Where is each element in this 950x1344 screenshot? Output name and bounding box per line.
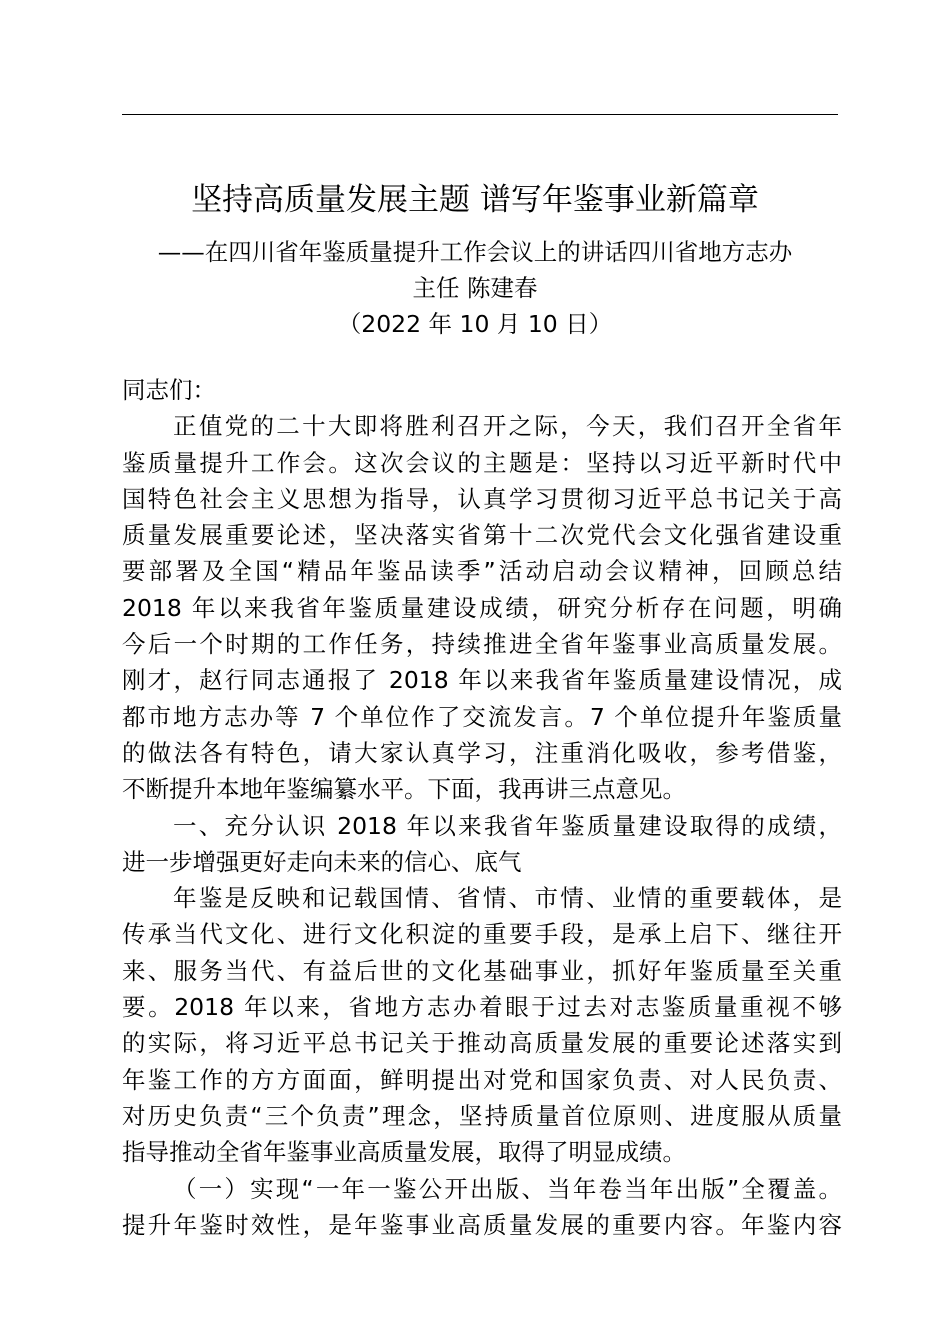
text-line: 今后一个时期的工作任务，持续推进全省年鉴事业高质量发展。 — [122, 630, 842, 659]
subtitle-line: 主任 陈建春 — [412, 274, 538, 302]
document-body — [122, 372, 842, 1243]
text-line: 都市地方志办等 7 个单位作了交流发言。7 个单位提升年鉴质量 — [122, 702, 842, 731]
text-line: 对历史负责“三个负责”理念，坚持质量首位原则、进度服从质量 — [122, 1101, 842, 1130]
text-line: 来、服务当代、有益后世的文化基础事业，抓好年鉴质量至关重 — [122, 956, 842, 985]
text-line: 刚才，赵行同志通报了 2018 年以来我省年鉴质量建设情况，成 — [122, 666, 842, 695]
subsection-heading: （一）实现“一年一鉴公开出版、当年卷当年出版”全覆盖。 — [173, 1174, 842, 1203]
header-rule — [122, 114, 838, 115]
text-line: 指导推动全省年鉴事业高质量发展，取得了明显成绩。 — [122, 1138, 686, 1167]
document-subtitle — [0, 234, 950, 342]
text-line: 要部署及全国“精品年鉴品读季”活动启动会议精神，回顾总结 — [122, 557, 842, 586]
text-line: 提升年鉴时效性，是年鉴事业高质量发展的重要内容。年鉴内容 — [122, 1210, 842, 1239]
text-line: 的做法各有特色，请大家认真学习，注重消化吸收，参考借鉴， — [122, 738, 842, 767]
text-line: 质量发展重要论述，坚决落实省第十二次党代会文化强省建设重 — [122, 521, 842, 550]
section-heading: 进一步增强更好走向未来的信心、底气 — [122, 847, 522, 876]
text-line: 年鉴工作的方方面面，鲜明提出对党和国家负责、对人民负责、 — [122, 1065, 842, 1094]
subtitle-line: ——在四川省年鉴质量提升工作会议上的讲话四川省地方志办 — [157, 238, 793, 266]
subtitle-line: （2022 年 10 月 10 日） — [337, 310, 613, 338]
document-title: 坚持高质量发展主题 谱写年鉴事业新篇章 — [191, 182, 759, 218]
text-line: 要。2018 年以来，省地方志办着眼于过去对志鉴质量重视不够 — [122, 993, 842, 1022]
text-line: 2018 年以来我省年鉴质量建设成绩，研究分析存在问题，明确 — [122, 593, 842, 622]
text-line: 鉴质量提升工作会。这次会议的主题是：坚持以习近平新时代中 — [122, 448, 842, 477]
text-line: 传承当代文化、进行文化积淀的重要手段，是承上启下、继往开 — [122, 920, 842, 949]
text-line: 不断提升本地年鉴编纂水平。下面，我再讲三点意见。 — [122, 775, 686, 804]
salutation: 同志们： — [122, 376, 216, 404]
text-line: 正值党的二十大即将胜利召开之际，今天，我们召开全省年 — [173, 412, 842, 441]
text-line: 国特色社会主义思想为指导，认真学习贯彻习近平总书记关于高 — [122, 484, 842, 513]
text-line: 年鉴是反映和记载国情、省情、市情、业情的重要载体，是 — [173, 884, 842, 913]
text-line: 的实际，将习近平总书记关于推动高质量发展的重要论述落实到 — [122, 1029, 842, 1058]
section-heading: 一、充分认识 2018 年以来我省年鉴质量建设取得的成绩， — [173, 811, 842, 840]
